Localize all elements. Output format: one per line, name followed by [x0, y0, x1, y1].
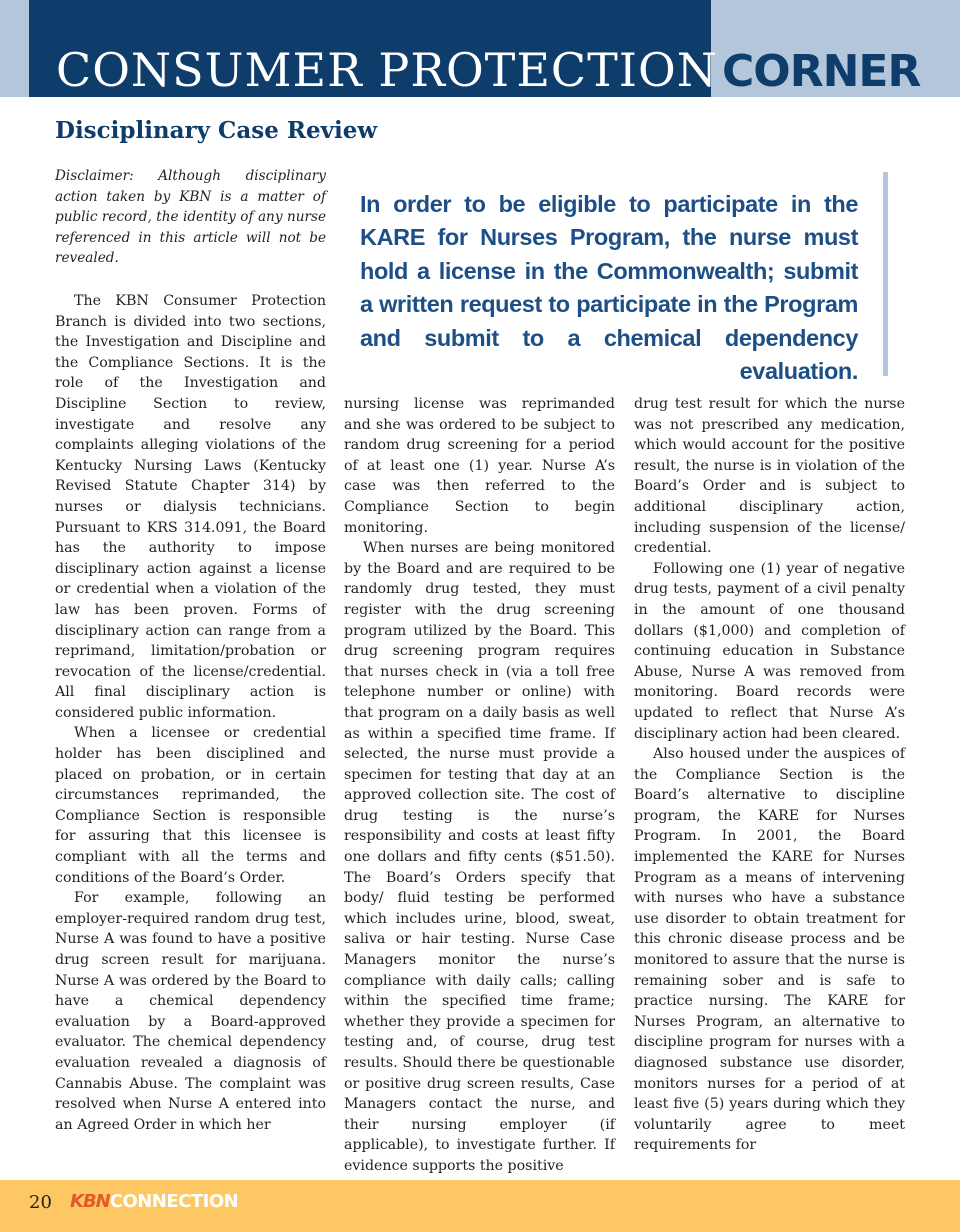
- pull-quote-rule: [883, 172, 888, 376]
- article-column-1: [55, 291, 326, 1135]
- paragraph: The KBN Consumer Protection Branch is divided into two sections, the Investigation and Discipline and the Compliance Sections. It is the role of the Investigation and Discipline Section to review, investigate and resolve any complaints alleging violations of the Kentucky Nursing Laws (Kentucky Revised Statute Chapter 314) by nurses or dialysis technicians. Pursuant to KRS 314.091, the Board has the authority to impose disciplinary action against a license or credential when a violation of the law has been proven. Forms of disciplinary action can range from a reprimand, limitation/probation or revocation of the license/credential. All final disciplinary action is considered public information.: [55, 293, 326, 721]
- paragraph: For example, following an employer-required random drug test, Nurse A was found to have a positive drug screen result for marijuana. Nurse A was ordered by the Board to have a chemical dependency evaluation by a Board-approved evaluator. The chemical dependency evaluation revealed a diagnosis of Cannabis Abuse. The complaint was resolved when Nurse A entered into an Agreed Order in which her: [55, 890, 326, 1133]
- banner-left-strip: [0, 0, 29, 97]
- disclaimer: Disclaimer: Although disciplinary action taken by KBN is a matter of public record, the identity of any nurse referenced in this article will not be revealed.: [55, 168, 326, 267]
- article-title: Disciplinary Case Review: [55, 117, 378, 144]
- article-column-3: [634, 394, 905, 1156]
- article-column-2: [344, 394, 615, 1177]
- logo-kbn-text: KBN: [70, 1191, 110, 1212]
- paragraph: When a licensee or credential holder has been disciplined and placed on probation, or in certain circumstances reprimanded, the Compliance Section is responsible for assuring that this licensee is compliant with all the terms and conditions of the Board’s Order.: [55, 725, 326, 886]
- page-header-title: CONSUMER PROTECTION: [56, 43, 718, 97]
- logo-connection-text: CONNECTION: [109, 1191, 239, 1212]
- paragraph: drug test result for which the nurse was not prescribed any medication, which would account for the positive result, the nurse is in violation of the Board’s Order and is subject to additional disciplinary action, including suspension of the license/ credential.: [634, 396, 905, 557]
- paragraph: Also housed under the auspices of the Compliance Section is the Board’s alternative to discipline program, the KARE for Nurses Program. In 2001, the Board implemented the KARE for Nurses Program as a means of intervening with nurses who have a substance use disorder to obtain treatment for this chronic disease process and be monitored to assure that the nurse is remaining sober and is safe to practice nursing. The KARE for Nurses Program, an alternative to discipline program for nurses with a diagnosed substance use disorder, monitors nurses for a period of at least five (5) years during which they voluntarily agree to meet requirements for: [634, 746, 905, 1154]
- page-header-corner: CORNER: [722, 46, 921, 97]
- paragraph: Following one (1) year of negative drug tests, payment of a civil penalty in the amount of one thousand dollars ($1,000) and completion of continuing education in Substance Abuse, Nurse A was removed from monitoring. Board records were updated to reflect that Nurse A’s disciplinary action had been cleared.: [634, 560, 905, 742]
- page-number: 20: [29, 1192, 52, 1213]
- paragraph: nursing license was reprimanded and she was ordered to be subject to random drug screening for a period of at least one (1) year. Nurse A’s case was then referred to the Compliance Section to begin monitoring.: [344, 396, 615, 536]
- kbn-connection-logo: [70, 1190, 238, 1214]
- pull-quote: In order to be eligible to participate in the KARE for Nurses Program, the nurse must hold a license in the Commonwealth; submit a written request to participate in the Program and submit to a chemical dependency evaluation.: [360, 191, 858, 385]
- paragraph: When nurses are being monitored by the Board and are required to be randomly drug tested, they must register with the drug screening program utilized by the Board. This drug screening program requires that nurses check in (via a toll free telephone number or online) with that program on a daily basis as well as within a specified time frame. If selected, the nurse must provide a specimen for testing that day at an approved collection site. The cost of drug testing is the nurse’s responsibility and costs at least fifty one dollars and fifty cents ($51.50). The Board’s Orders specify that body/ fluid testing be performed which includes urine, blood, sweat, saliva or hair testing. Nurse Case Managers monitor the nurse’s compliance with daily calls; calling within the specified time frame; whether they provide a specimen for testing and, of course, drug test results. Should there be questionable or positive drug screen results, Case Managers contact the nurse, and their nursing employer (if applicable), to investigate further. If evidence supports the positive: [344, 540, 615, 1174]
